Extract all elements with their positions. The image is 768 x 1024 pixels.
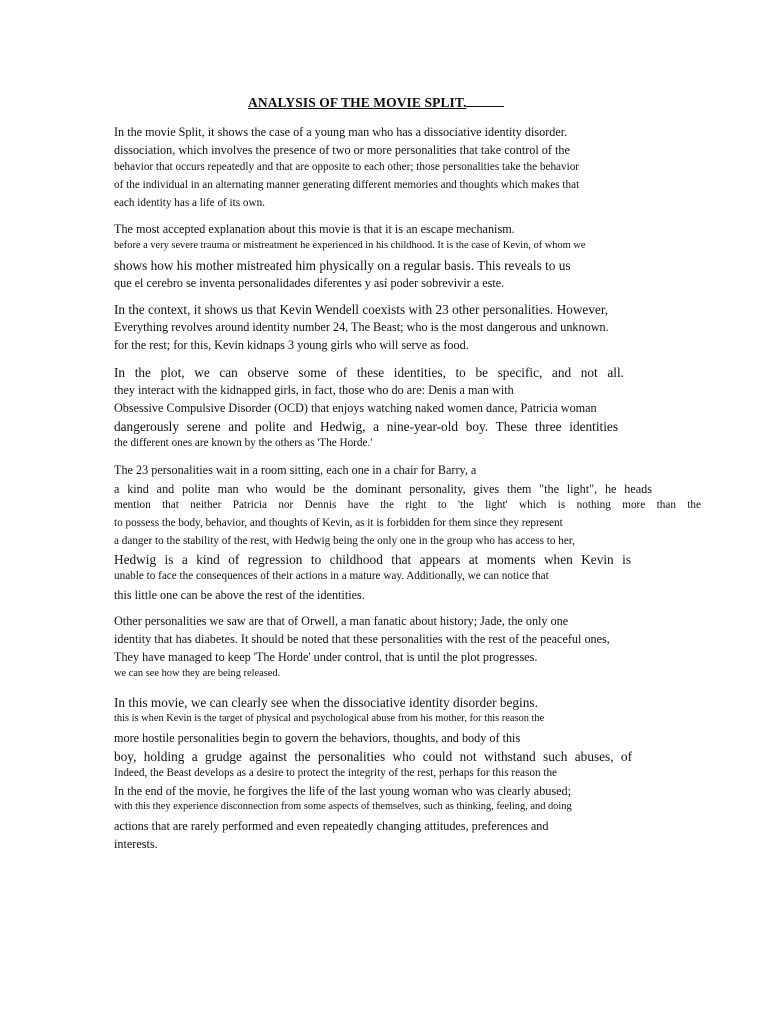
paragraph-7-line-1: In this movie, we can clearly see when the dissociative identity disorder begins. [114,695,538,710]
paragraph-7-line-6: In the end of the movie, he forgives the life of the last young woman who was clearly abused; [114,784,572,798]
paragraph-4-line-3: Obsessive Compulsive Disorder (OCD) that enjoys watching naked women dance, Patricia woman [114,401,597,415]
paragraph-2-line-3: shows how his mother mistreated him physically on a regular basis. This reveals to us [114,258,571,273]
paragraph-4-line-5: the different ones are known by the others as 'The Horde.' [114,437,373,449]
paragraph-7-line-4: boy, holding a grudge against the personalities who could not withstand such abuses, of [114,749,632,764]
paragraph-1-line-5: each identity has a life of its own. [114,197,265,209]
paragraph-1-line-3: behavior that occurs repeatedly and that are opposite to each other; those personalities take the behavior [114,161,580,173]
paragraph-5-line-6: Hedwig is a kind of regression to childhood that appears at moments when Kevin is [114,552,631,567]
paragraph-6-line-3: They have managed to keep 'The Horde' under control, that is until the plot progresses. [114,650,538,664]
paragraph-3-line-1: In the context, it shows us that Kevin Wendell coexists with 23 other personalities. However, [114,302,609,317]
paragraph-4-line-2: they interact with the kidnapped girls, in fact, those who do are: Denis a man with [114,383,514,397]
paragraph-4-line-1: In the plot, we can observe some of these identities, to be specific, and not all. [114,365,624,380]
paragraph-2-line-2: before a very severe trauma or mistreatment he experienced in his childhood. It is the case of Kevin, of whom we [114,240,586,251]
paragraph-5-line-8: this little one can be above the rest of the identities. [114,588,365,602]
paragraph-6-line-1: Other personalities we saw are that of Orwell, a man fanatic about history; Jade, the only one [114,614,569,628]
paragraph-1-line-2: dissociation, which involves the presence of two or more personalities that take control of the [114,143,570,157]
paragraph-7-line-7: with this they experience disconnection from some aspects of themselves, such as thinking, feeling, and doing [114,801,572,812]
paragraph-2-line-1: The most accepted explanation about this movie is that it is an escape mechanism. [114,222,515,236]
paragraph-1-line-1: In the movie Split, it shows the case of a young man who has a dissociative identity disorder. [114,125,568,139]
paragraph-3-line-3: for the rest; for this, Kevin kidnaps 3 young girls who will serve as food. [114,338,469,352]
paragraph-5-line-2: a kind and polite man who would be the dominant personality, gives them "the light", he heads [114,482,652,496]
paragraph-5-line-1: The 23 personalities wait in a room sitting, each one in a chair for Barry, a [114,463,477,477]
paragraph-1-line-4: of the individual in an alternating manner generating different memories and thoughts which makes that [114,179,580,191]
title-underline-tail [466,95,504,107]
paragraph-5-line-7: unable to face the consequences of their actions in a mature way. Additionally, we can notice that [114,570,549,582]
paragraph-7-line-5: Indeed, the Beast develops as a desire to protect the integrity of the rest, perhaps for this reason the [114,767,558,779]
paragraph-7-line-8: actions that are rarely performed and even repeatedly changing attitudes, preferences and [114,819,549,833]
paragraph-5-line-4: to possess the body, behavior, and thoughts of Kevin, as it is forbidden for them since they represent [114,517,563,529]
paragraph-5-line-5: a danger to the stability of the rest, with Hedwig being the only one in the group who has access to her, [114,535,575,547]
document-title: ANALYSIS OF THE MOVIE SPLIT. [248,95,504,111]
paragraph-7-line-9: interests. [114,837,158,851]
paragraph-6-line-4: we can see how they are being released. [114,668,281,679]
paragraph-2-line-4: que el cerebro se inventa personalidades diferentes y así poder sobrevivir a este. [114,276,505,290]
paragraph-7-line-3: more hostile personalities begin to govern the behaviors, thoughts, and body of this [114,731,521,745]
paragraph-7-line-2: this is when Kevin is the target of physical and psychological abuse from his mother, for this reason the [114,713,545,724]
paragraph-3-line-2: Everything revolves around identity number 24, The Beast; who is the most dangerous and unknown. [114,320,609,334]
paragraph-6-line-2: identity that has diabetes. It should be noted that these personalities with the rest of the peaceful ones, [114,632,610,646]
paragraph-5-line-3: mention that neither Patricia nor Dennis have the right to 'the light' which is nothing more than the [114,499,701,511]
paragraph-4-line-4: dangerously serene and polite and Hedwig, a nine-year-old boy. These three identities [114,419,618,434]
